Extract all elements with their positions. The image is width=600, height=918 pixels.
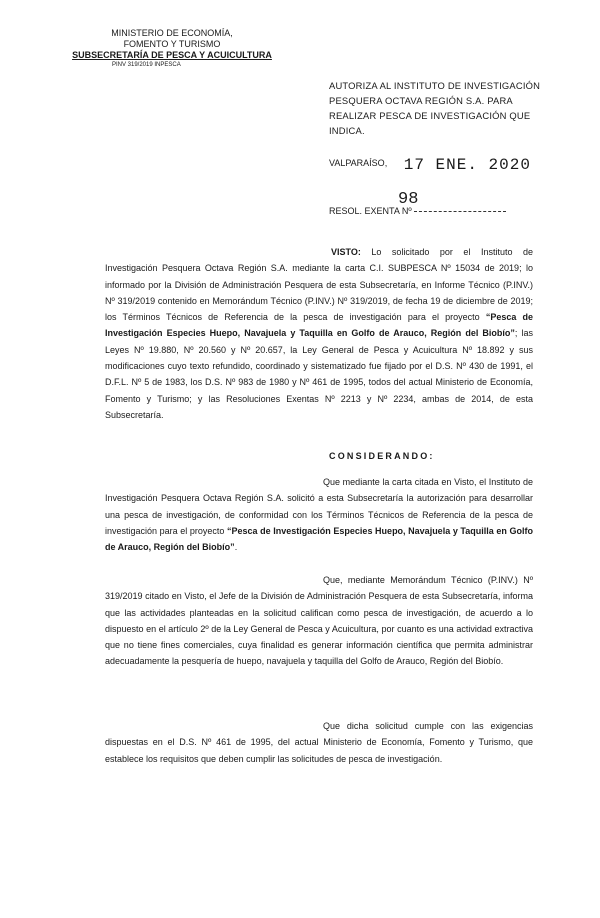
considerando-paragraph-3 bbox=[105, 718, 533, 767]
resolution-title: AUTORIZA AL INSTITUTO DE INVESTIGACIÓN PESQUERA OCTAVA REGIÓN S.A. PARA REALIZAR PESCA DE INVESTIGACIÓN QUE INDICA. bbox=[329, 80, 541, 136]
visto-paragraph bbox=[105, 244, 533, 423]
resolution-label-line bbox=[329, 206, 506, 216]
considerando-1-text-a: Que mediante la carta citada en Visto, el Instituto de Investigación Pesquera Octava Región S.A. solicitó a esta Subsecretaría la autorización para desarrollar una pesca de investigación, de conformidad con los Términos Técnicos de Referencia de la pesca de investigación para el proyecto bbox=[105, 477, 533, 536]
letterhead bbox=[72, 28, 272, 69]
ministry-subname: FOMENTO Y TURISMO bbox=[123, 39, 221, 49]
resolution-blank-line bbox=[414, 211, 506, 212]
visto-label: VISTO: bbox=[331, 247, 361, 257]
resolution-number: 98 bbox=[398, 190, 419, 209]
visto-project-name: “Pesca de Investigación Especies Huepo, Navajuela y Taquilla en Golfo de Arauco, Región del Biobío” bbox=[105, 312, 533, 339]
considerando-heading: CONSIDERANDO: bbox=[329, 451, 435, 461]
visto-text-1: Lo solicitado por el Instituto de Investigación Pesquera Octava Región S.A. mediante la carta C.I. SUBPESCA Nº 15034 de 2019; lo informado por la División de Administración Pesquera de esta Subsecretaría, en Informe Técnico (P.INV.) Nº 319/2019 contenido en Memorándum Técnico (P.INV.) Nº 319/2019, de fecha 19 de diciembre de 2019; los Términos Técnicos de Referencia de la pesca de investigación para el proyecto bbox=[105, 247, 533, 323]
date-line bbox=[329, 153, 531, 174]
date-stamp: 17 ENE. 2020 bbox=[403, 156, 531, 174]
subsecretaria-name: SUBSECRETARÍA DE PESCA Y ACUICULTURA bbox=[72, 50, 272, 60]
considerando-1-text-c: . bbox=[234, 542, 238, 553]
considerando-paragraph-2 bbox=[105, 572, 533, 670]
city: VALPARAÍSO, bbox=[329, 158, 388, 168]
considerando-2-text: Que, mediante Memorándum Técnico (P.INV.) Nº 319/2019 citado en Visto, el Jefe de la División de Administración Pesquera de esta Subsecretaría, informa que las actividades planteadas en la solicitud califican como pesca de investigación, de acuerdo a lo dispuesto en el artículo 2º de la Ley General de Pesca y Acuicultura, por cuanto es una actividad extractiva que no tiene fines comerciales, cuya finalidad es generar información científica que permita administrar adecuadamente la pesquería de huepo, navajuela y taquilla del Golfo de Arauco, Región del Biobío. bbox=[105, 575, 533, 667]
considerando-1-project-name: “Pesca de Investigación Especies Huepo, Navajuela y Taquilla en Golfo de Arauco, Región del Biobío” bbox=[105, 525, 533, 553]
considerando-3-text: Que dicha solicitud cumple con las exigencias dispuestas en el D.S. Nº 461 de 1995, del actual Ministerio de Economía, Fomento y Turismo, que establece los requisitos que deben cumplir las solicitudes de pesca de investigación. bbox=[105, 721, 533, 764]
ministry-name: MINISTERIO DE ECONOMÍA, bbox=[111, 28, 233, 38]
considerando-paragraph-1 bbox=[105, 474, 533, 555]
resolution-label: RESOL. EXENTA Nº bbox=[329, 206, 412, 216]
file-reference: PINV 319/2019 INPESCA bbox=[112, 62, 181, 68]
visto-text-2: ; las Leyes Nº 19.880, Nº 20.560 y Nº 20.657, la Ley General de Pesca y Acuicultura Nº 18.892 y sus modificaciones cuyo texto refundido, coordinado y sistematizado fue fijado por el D.S. Nº 430 de 1991, el D.F.L. Nº 5 de 1983, los D.S. Nº 983 de 1980 y Nº 461 de 1995, todos del actual Ministerio de Economía, Fomento y Turismo; y las Resoluciones Exentas Nº 2213 y Nº 2234, ambas de 2014, de esta Subsecretaría. bbox=[105, 328, 533, 420]
